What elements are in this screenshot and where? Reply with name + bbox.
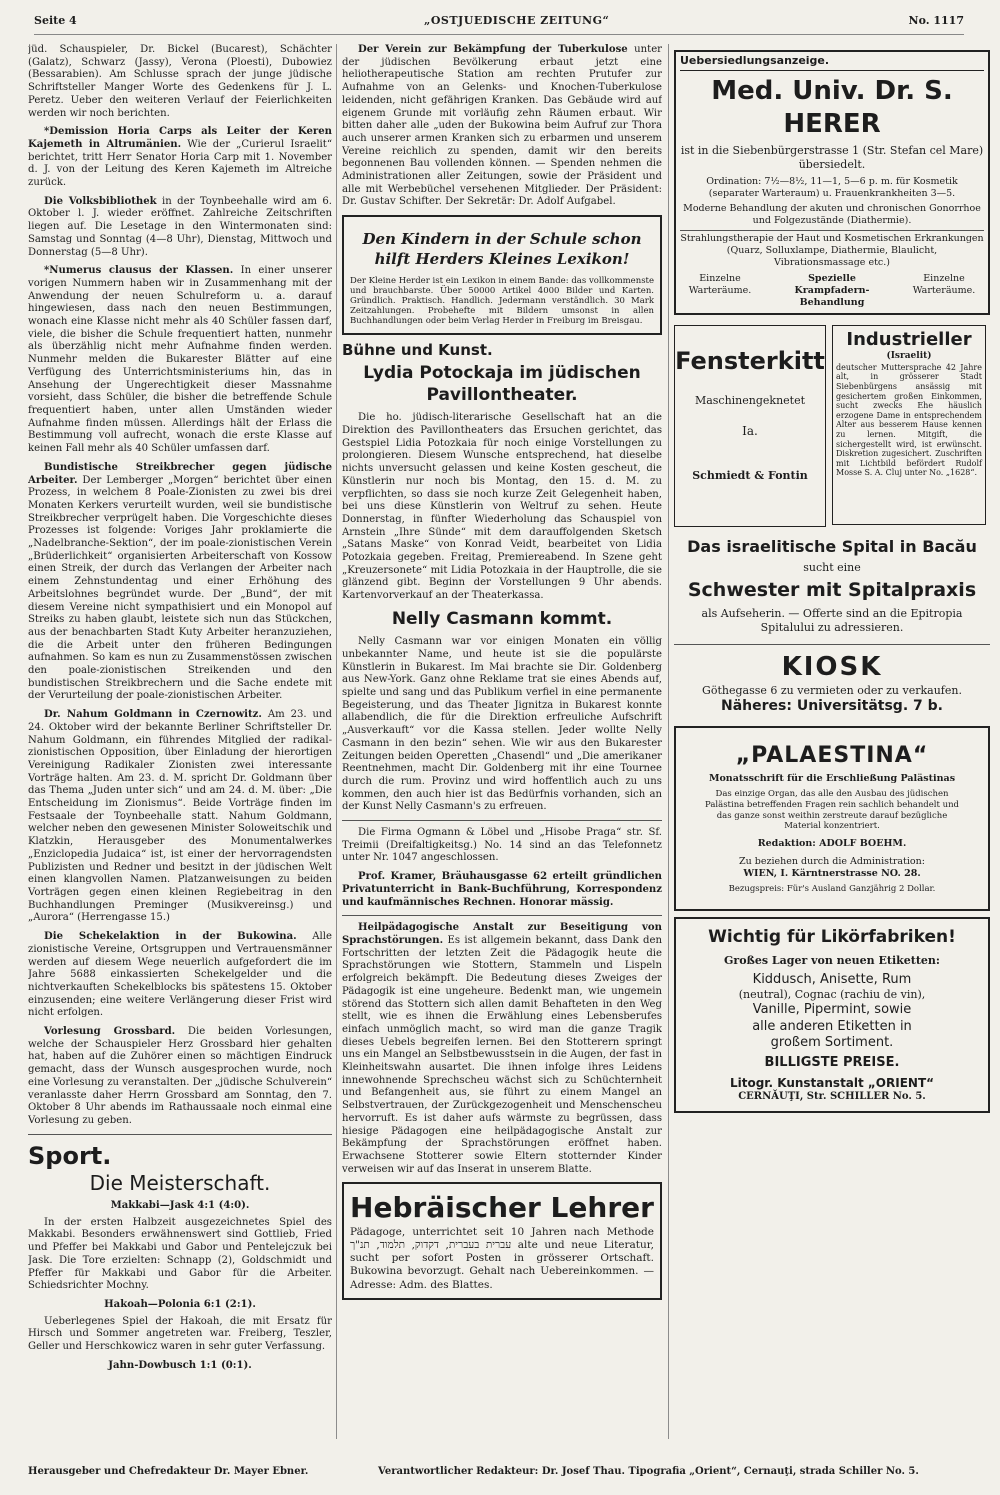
column-middle — [342, 44, 662, 1439]
ad-spital: Das israelitische Spital in Bacău sucht eine Schwester mit Spitalpraxis als Aufseherin. — Offerte sind an die Epitropia Spitalului zu adressieren. — [687, 536, 977, 634]
notice-ogmann: Die Firma Ogmann & Löbel und „Hisobe Praga“ str. Sf. Treimii (Dreifaltigkeitsg.) No. 14 sind an das Telefonnetz unter Nr. 1047 angeschlossen. — [342, 827, 662, 864]
match-report: In der ersten Halbzeit ausgezeichnetes Spiel des Makkabi. Besonders erwähnenswert sind Gottlieb, Fried und Pfeffer bei Makkabi und Gabor und Pentelejczuk bei Jask. Die Tore erzielten: Schnapp (2), Goldschmidt und Pfeffer für Makkabi und Gabor für die Arbeiter. Schiedsrichter Mochny. — [28, 1216, 332, 1292]
article-title: Lydia Potockaja im jüdischen Pavillontheater. — [363, 363, 641, 405]
ad-hebrew-teacher: Hebräischer Lehrer Pädagoge, unterrichtet seit 10 Jahren nach Methode עברית בעברית, דקדוק, תלמוד, תנ"ך alte und neue Literatur, sucht per sofort Posten in grösserer Ortschaft. Bukowina bevorzugt. Gehalt nach Uebereinkommen. — Adresse: Adm. des Blattes. — [342, 1182, 662, 1299]
hebrew-text: עברית בעברית, דקדוק, תלמוד, תנ"ך — [350, 1238, 512, 1251]
sport-heading: Sport. — [28, 1141, 112, 1170]
article-goldmann: Dr. Nahum Goldmann in Czernowitz. Am 23. und 24. Oktober wird der bekannte Berliner Schriftsteller Dr. Nahum Goldmann, ein führendes Mitglied der radikal-zionistischen Opposition, über Einladung der hierortigen Vereinigung Radikaler Zionisten zwei interessante Vorträge halten. Am 23. d. M. spricht Dr. Goldmann über das Thema „Juden unter sich“ und am 24. d. M. über: „Die Entscheidung im Zionismus“. Beide Vorträge finden im Festsaale der Toynbeehalle statt. Nahum Goldmann, welcher neben den gewesenen Minister Soloweitschik und Klatzkin, Herausgeber des Monumentalwerkes „Enziclopedia Judaica“ ist, ist einer der hervorragendsten Publizisten und Redner und besitzt in der jüdischen Welt einen klangvollen Namen. Platzanweisungen zu beiden Vorträgen gegen einen kleinen Regiebeitrag in den Buchhandlungen Preminger (Musikvereinsg.) und „Aurora“ (Herrengasse 15.) — [28, 709, 332, 924]
article-heilpaedagogik: Heilpädagogische Anstalt zur Beseitigung von Sprachstörungen. Es ist allgemein bekannt, dass Dank den Fortschritten der letzten Zeit die Pädagogik heute die Sprachstörungen wie Stottern, Stammeln und Lispeln erfolgreich bekämpft. Die Bedeutung dieses Zweiges der Pädagogik ist eine ungeheure. Bedenkt man, wie ungemein störend das Stottern sich allen damit Behafteten in den Weg stellt, wie es ihnen die Erwählung eines Lebensberufes einfach unmöglich macht, so wird man die ganze Tragik dieses Uebels begreifen lernen. Bei den Stotterern springt uns ein Mangel an Selbstbewusstsein in die Augen, der fast in Kleinheitswahn ausartet. Die ihnen infolge ihres Leidens innewohnende Sprechscheu wächst sich zu Schüchternheit und Befangenheit aus, sie führt zu einem Mangel an Selbstvertrauen, der Zurückgezogenheit und Menschenscheu hervorruft. Es ist daher aufs wärmste zu begrüssen, dass hiesige Pädagogen eine heilpädagogische Anstalt zur Bekämpfung der Sprachstörungen eröffnet haben. Erwachsene Stotterer sowie Eltern stotternder Kinder verweisen wir auf das Inserat in unserem Blatte. — [342, 922, 662, 1175]
ad-fensterkitt: Fensterkitt Maschinengeknetet Ia. Schmiedt & Fontin — [674, 325, 826, 527]
column-divider — [336, 44, 337, 1439]
ad-title: Hebräischer Lehrer — [350, 1191, 654, 1225]
newspaper-title: „OSTJUEDISCHE ZEITUNG“ — [424, 14, 610, 27]
ad-title: Med. Univ. Dr. S. HERER — [711, 75, 953, 139]
divider — [342, 915, 662, 916]
article-streikbrecher: Bundistische Streikbrecher gegen jüdische Arbeiter. Der Lemberger „Morgen“ berichtet über einen Prozess, in welchem 8 Poale-Zionisten zu zwei bis drei Monaten Kerkers verurteilt wurden, weil sie bundistische Streikbrecher verprügelt haben. Die Vorgeschichte dieses Prozesses ist folgende: Voriges Jahr proklamierte die „Nadelbranche-Sektion“, der im poale-zionistischen Verein „Brüderlichkeit“ organisierten Arbeiterschaft von Kossow einen Streik, der durch das Verlangen der Arbeiter nach einem Zehnstundentag und einer Erhöhung des Arbeitslohnes begründet wurde. Der „Bund“, der mit diesem Vereine nicht sympathisiert und ein Monopol auf Streiks zu haben glaubt, leistete sich nun das Stückchen, aus der benachbarten Stadt Kuty Arbeiter heranzuziehen, die die Arbeit unter den früheren Bedingungen aufnahmen. So kam es nun zu Zusammenstössen zwischen den poale-zionistischen Streikenden und den bundistischen Streikbrechern und die Sache endete mit der Verurteilung der poale-zionistischen Arbeiter. — [28, 461, 332, 702]
divider — [674, 644, 990, 645]
footer-publisher: Herausgeber und Chefredakteur Dr. Mayer Ebner. — [28, 1466, 309, 1477]
column-left — [28, 44, 332, 1439]
article-schekel: Die Schekelaktion in der Bukowina. Alle zionistische Vereine, Ortsgruppen und Vertrauensmänner werden auf diesem Wege neuerlich aufgefordert die im Jahre 5688 einkassierten Schekelgelder und die nichtverkauften Schekelblocks bis spätestens 15. Oktober einzusenden; eine weitere Verlängerung dieser Frist wird nicht erfolgen. — [28, 931, 332, 1019]
herder-text: Der Kleine Herder ist ein Lexikon in einem Bande: das vollkommenste und brauchbarste. Über 50000 Artikel 4000 Bilder und Karten. Gründlich. Praktisch. Handlich. Jedermann verständlich. 30 Mark Zeitzahlungen. Probehefte mit Bildern umsonst in allen Buchhandlungen oder beim Verlag Herder in Freiburg im Breisgau. — [350, 275, 654, 327]
divider — [28, 1134, 332, 1135]
issue-number: No. 1117 — [908, 14, 964, 27]
article-lydia: Die ho. jüdisch-literarische Gesellschaft hat an die Direktion des Pavillontheaters das Ersuchen gerichtet, das Gestspiel Lidia Potozkaia für noch einige Vorstellungen zu prolongieren. Diesem Wunsche entsprechend, hat dieselbe nichts unversucht gelassen und keine Kosten gescheut, die Künstlerin nur noch bis Montag, den 15. d. M. zu verpflichten, so dass sie noch kurze Zeit Gelegenheit haben, bei uns diese Künstlerin von Weltruf zu sehen. Heute Donnerstag, in fünfter Wiederholung das Schauspiel von Arnstein „Ihre Sünde“ mit dem darauffolgenden Sketsch „Satans Maske“ von Konrad Veidt, bearbeitet von Lidia Potozkaia gegeben. Freitag, Premiereabend. In Szene geht „Kreuzersonete“ mit Lidia Potozkaia in der Hauptrolle, die sie glänzend gibt. Beginn der Vorstellungen 9 Uhr abends. Kartenvorverkauf an der Theaterkassa. — [342, 412, 662, 602]
notice-kramer: Prof. Kramer, Bräuhausgasse 62 erteilt gründlichen Privatunterricht in Bank-Buchführung, Korrespondenz und kaufmännisches Rechnen. Honorar mässig. — [342, 871, 662, 908]
article-names: jüd. Schauspieler, Dr. Bickel (Bucarest), Schächter (Galatz), Schwarz (Jassy), Verona (Ploesti), Dubowiez (Bessarabien). Am Schlusse sprach der junge jüdische Schriftsteller Manger Worte des Gedenkens für J. L. Peretz. Ueber den weiteren Verlauf der Feierlichkeiten werden wir noch berichten. — [28, 44, 332, 119]
ad-label: Uebersiedlungsanzeige. — [680, 52, 984, 71]
herder-slogan: Den Kindern in der Schule schon hilft Herders Kleines Lexikon! — [362, 230, 642, 269]
sport-subheading: Die Meisterschaft. — [89, 1170, 271, 1195]
article-vorlesung: Vorlesung Grossbard. Die beiden Vorlesungen, welche der Schauspieler Herz Grossbard hier gehalten hat, haben auf die Zuhörer einen so mächtigen Eindruck gemacht, dass der Wunsch ausgesprochen wurde, noch eine Vorlesung zu veranstalten. Der „jüdische Schulverein“ veranlasste daher Herrn Grossbard am Sonntag, den 7. Oktober 8 Uhr abends im Rathaussaale noch einmal eine Vorlesung zu geben. — [28, 1026, 332, 1126]
ad-likoerfabriken: Wichtig für Likörfabriken! Großes Lager von neuen Etiketten: Kiddusch, Anisette, Rum (neutral), Cognac (rachiu de vin), Vanille, Pipermint, sowie alle anderen Etiketten in großem Sortiment. BILLIGSTE PREISE. Litogr. Kunstanstalt „ORIENT“ CERNĂUŢI, Str. SCHILLER No. 5. — [674, 917, 990, 1114]
ad-herer: Uebersiedlungsanzeige. Med. Univ. Dr. S. HERER ist in die Siebenbürgerstrasse 1 (Str. Stefan cel Mare) übersiedelt. Ordination: 7½—8½, 11—1, 5—6 p. m. für Kosmetik (separater Warteraum) u. Frauenkrankheiten 3—5. Moderne Behandlung der akuten und chronischen Gonorrhoe und Folgezustände (Diathermie). Strahlungstherapie der Haut und Kosmetischen Erkrankungen (Quarz, Solluxlampe, Diathermie, Blaulicht, Vibrationsmassage etc.) Einzelne Warteräume. Spezielle Krampfadern-Behandlung Einzelne Warteräume. — [674, 50, 990, 315]
ad-row — [674, 325, 990, 527]
article-tuberkulose: Der Verein zur Bekämpfung der Tuberkulose unter der jüdischen Bevölkerung erbaut jetzt eine heliotherapeutische Station am rechten Prutufer zur Aufnahme von an Gelenks- und Knochen-Tuberkulose leidenden, nicht gefährigen Kranken. Das Gebäude wird auf eigenem Grunde mit vorläufig zehn Räumen erbaut. Wir bitten daher alle „uden der Bukowina beim Aufruf zur Thora auch unserer armen Kranken sich zu erbarmen und unserem Vereine reichlich zu spenden, damit wir den bereits begonnenen Bau vollenden können. — Spenden nehmen die Administrationen aller Zeitungen, sowie der Präsident und alle mit Werbebüchel versehenen Mitglieder. Der Präsident: Dr. Gustav Schifter. Der Sekretär: Dr. Adolf Aufgabel. — [342, 44, 662, 208]
divider — [342, 820, 662, 821]
page-header — [34, 10, 964, 35]
match-report: Ueberlegenes Spiel der Hakoah, die mit Ersatz für Hirsch und Sommer angetreten war. Freiberg, Teszler, Geller und Herschkowicz waren in sehr guter Verfassung. — [28, 1315, 332, 1353]
article-title: Nelly Casmann kommt. — [391, 608, 613, 629]
column-divider — [668, 44, 669, 1439]
ad-herder — [342, 215, 662, 334]
match-result: Makkabi—Jask 4:1 (4:0). — [110, 1200, 250, 1212]
ad-industrieller: Industrieller (Israelit) deutscher Muttersprache 42 Jahre alt, in grösserer Stadt Siebenbürgens ansässig mit gesichertem großen Einkommen, sucht zwecks Ehe häuslich erzogene Dame in entsprechendem Alter aus besserem Hause kennen zu lernen. Mitgift, die sichergestellt wird, ist erwünscht. Diskretion zugesichert. Zuschriften mit Lichtbild befördert Rudolf Mosse S. A. Cluj unter No. „1628“. — [832, 325, 986, 525]
page-number: Seite 4 — [34, 14, 77, 27]
column-right — [674, 44, 990, 1444]
article-horia: *Demission Horia Carps als Leiter der Keren Kajemeth in Altrumänien. Wie der „Curierul Israelit“ berichtet, tritt Herr Senator Horia Carp mit 1. November d. J. von der Leitung des Keren Kajemeth im Altreiche zurück. — [28, 126, 332, 189]
footer-printer: Verantwortlicher Redakteur: Dr. Josef Thau. Tipografia „Orient“, Cernauţi, strada Schiller No. 5. — [378, 1466, 919, 1477]
ad-kiosk: KIOSK Göthegasse 6 zu vermieten oder zu verkaufen. Näheres: Universitätsg. 7 b. — [702, 652, 962, 715]
article-volksbibliothek: Die Volksbibliothek in der Toynbeehalle wird am 6. Oktober l. J. wieder eröffnet. Zahlreiche Zeitschriften liegen auf. Die Lesetage in den Wintermonaten sind: Samstag und Sonntag (4—8 Uhr), Dienstag, Mittwoch und Donnerstag (5—8 Uhr). — [28, 195, 332, 258]
match-result: Jahn-Dowbusch 1:1 (0:1). — [108, 1359, 252, 1371]
section-heading: Bühne und Kunst. — [342, 340, 493, 359]
match-result: Hakoah—Polonia 6:1 (2:1). — [104, 1299, 256, 1310]
ad-palaestina: „PALAESTINA“ Monatsschrift für die Erschließung Palästinas Das einzige Organ, das alle den Ausbau des jüdischen Palästina betreffenden Fragen rein sachlich behandelt und das ganze sonst weithin zerstreute darauf bezügliche Material konzentriert. Redaktion: ADOLF BOEHM. Zu beziehen durch die Administration: WIEN, I. Kärntnerstrasse NO. 28. Bezugspreis: Für's Ausland Ganzjährig 2 Dollar. — [674, 726, 990, 911]
article-nelly: Nelly Casmann war vor einigen Monaten ein völlig unbekannter Name, und heute ist sie die populärste Künstlerin in Bukarest. Im Mai brachte sie Dir. Goldenberg aus New-York. Ganz ohne Reklame trat sie eines Abends auf, spielte und sang und das Publikum verfiel in eine permanente Begeisterung, und das Theater Jignitza in Bukarest konnte allabendlich, die für die Direktion erfreuliche Aufschrift „Ausverkauft“ vor die Kassa stellen. Jeder wollte Nelly Casmann in den bezin“ sehen. Wie wir aus den Bukarester Zeitungen beiden Operetten „Chasendl“ und „Die amerikaner Reentnehmen, macht Dir. Goldenberg mit ihr eine Tournee durch die rum. Provinz und wird hoffentlich auch zu uns kommen, den auch hier ist das Bedürfnis vorhanden, sich an der Kunst Nelly Casmann's zu erfreuen. — [342, 636, 662, 813]
article-numerus: *Numerus clausus der Klassen. In einer unserer vorigen Nummern haben wir in Zusammenhang mit der Anwendung der neuen Schulreform u. a. darauf hingewiesen, dass nach den neuen Bestimmungen, wonach eine Klasse nicht mehr als 40 Schüler fassen darf, viele, die bisher die Schule frequentiert hatten, nunmehr als überzählig nicht mehr Aufnahme finden werden. Nunmehr melden die Bukarester Blätter auf eine Verfügung des Unterrichtsministeriums hin, das in Ansehung der Ungerechtigkeit dieser Massnahme vorsieht, dass Schüler, die bisher die betreffende Schule frequentiert haben, unter allen Umständen wieder Aufnahme finden müssen. Allerdings hält der Erlass die Bestimmung voll aufrecht, wonach die erste Klasse auf keinen Fall mehr als 40 Schüler umfassen darf. — [28, 265, 332, 455]
